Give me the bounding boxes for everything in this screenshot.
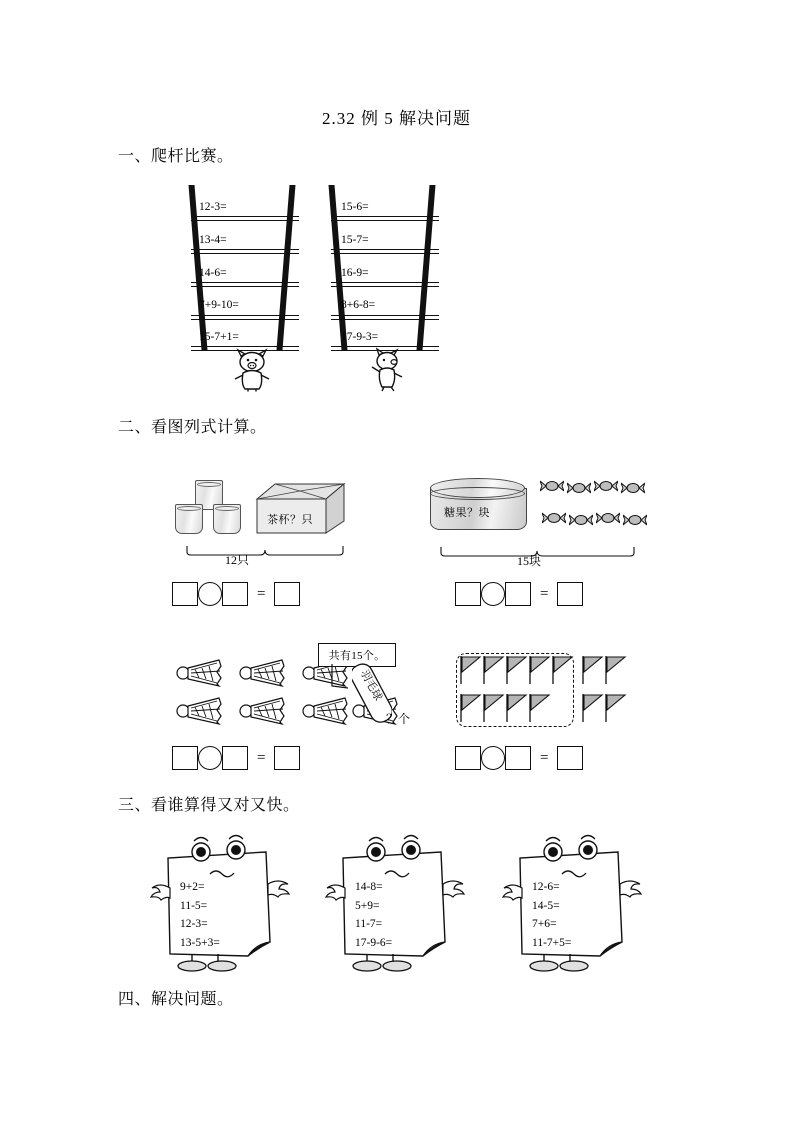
shuttlecock-question-label: ？个 (386, 712, 411, 726)
answer-row[interactable] (172, 746, 300, 770)
monster-equation: 14-8= (355, 881, 383, 893)
monster-equation: 12-3= (180, 918, 208, 930)
svg-text:羽毛球: 羽毛球 (357, 668, 384, 703)
ladder-equation: 8+6-8= (341, 299, 376, 311)
answer-box[interactable] (505, 582, 531, 606)
monster-equation: 7+6= (532, 918, 557, 930)
operator-circle[interactable] (481, 746, 505, 770)
ladder-rail-right (417, 185, 436, 350)
cup-icon (213, 504, 241, 534)
shuttlecock-icon (238, 658, 286, 688)
monster-equation-list (532, 878, 571, 952)
answer-row[interactable] (455, 746, 583, 770)
paper-monster-2 (323, 826, 473, 978)
monster-equation: 13-5+3= (180, 936, 220, 949)
ladder-rung (191, 315, 299, 320)
monster-equation: 11-7= (355, 918, 383, 930)
equals-sign: = (257, 749, 266, 766)
candy-group-figure (540, 478, 645, 536)
monster-equation: 17-9-6= (355, 936, 393, 949)
ladder-rung (191, 216, 299, 221)
monster-equation: 12-6= (532, 881, 560, 893)
answer-box[interactable] (455, 582, 481, 606)
ladder-equation: 13-4= (199, 234, 227, 246)
ladder-equation: 17-9-3= (341, 331, 379, 343)
equals-sign: = (540, 585, 549, 602)
ladder-equation: 12-3= (199, 201, 227, 213)
teacup-box-label: 茶杯？只 (267, 514, 313, 526)
jar-rim (430, 487, 525, 500)
shuttlecock-icon (238, 696, 286, 726)
monster-equation: 11-5= (180, 899, 208, 912)
answer-row[interactable] (455, 582, 583, 606)
ladder-equation: 16-9= (341, 267, 369, 279)
answer-box[interactable] (172, 582, 198, 606)
cup-icon (175, 504, 203, 534)
paper-monster-1 (148, 826, 298, 978)
ladder-equation: 15-7+1= (199, 331, 239, 343)
candy-icon (594, 478, 618, 494)
ladder-equation: 15-6= (341, 201, 369, 213)
ladder-equation: 7+9-10= (199, 299, 239, 311)
candy-total-label: 15块 (517, 554, 542, 568)
answer-box[interactable] (274, 746, 300, 770)
left-ladder (185, 185, 305, 350)
candy-icon (540, 478, 564, 494)
ladder-equation: 15-7= (341, 234, 369, 246)
equals-sign: = (257, 585, 266, 602)
pig-character-icon (229, 346, 275, 392)
speech-bubble: 共有15个。 (318, 643, 396, 667)
teacup-group-figure (175, 480, 245, 535)
ladder-equation: 14-6= (199, 267, 227, 279)
candy-jar-label: 糖果？块 (444, 507, 490, 519)
answer-box[interactable] (222, 746, 248, 770)
ladder-rail-right (277, 185, 296, 350)
monster-equation: 5+9= (355, 899, 380, 912)
cups-total-brace (186, 543, 344, 553)
candy-icon (621, 480, 645, 496)
section-heading-two: 二、看图列式计算。 (118, 419, 267, 436)
ladder-rung (191, 249, 299, 254)
teacup-box-figure (253, 481, 348, 536)
paper-monster-3 (500, 826, 650, 978)
monster-equation-list (355, 878, 392, 952)
cups-total-label: 12只 (225, 553, 250, 567)
answer-box[interactable] (172, 746, 198, 770)
shuttlecock-icon (301, 696, 349, 726)
ladder-rung (191, 282, 299, 287)
candy-icon (567, 480, 591, 496)
operator-circle[interactable] (198, 582, 222, 606)
answer-box[interactable] (557, 582, 583, 606)
candy-icon (623, 512, 647, 528)
monster-equation: 9+2= (180, 881, 205, 893)
right-ladder (325, 185, 445, 350)
ladder-rung (331, 249, 439, 254)
piglet-character-icon (363, 346, 409, 392)
monster-equation: 11-7+5= (532, 936, 572, 949)
operator-circle[interactable] (481, 582, 505, 606)
ladder-rung (331, 282, 439, 287)
ladder-rung (331, 216, 439, 221)
ladder-race-figure (170, 185, 450, 395)
candy-icon (596, 510, 620, 526)
answer-box[interactable] (505, 746, 531, 770)
ladder-rung (331, 315, 439, 320)
answer-box[interactable] (274, 582, 300, 606)
speech-bubble-tail (330, 664, 352, 690)
equals-sign: = (540, 749, 549, 766)
flags-group-figure (458, 655, 630, 727)
section-heading-one: 一、爬杆比赛。 (118, 148, 234, 165)
flag-icon (550, 655, 576, 685)
page-title: 2.32 例 5 解决问题 (322, 109, 471, 128)
answer-box[interactable] (557, 746, 583, 770)
flag-icon (603, 655, 629, 685)
monster-equation: 14-5= (532, 899, 560, 912)
monster-equation-list (180, 878, 220, 952)
candy-icon (569, 512, 593, 528)
candy-icon (542, 510, 566, 526)
answer-box[interactable] (455, 746, 481, 770)
operator-circle[interactable] (198, 746, 222, 770)
answer-box[interactable] (222, 582, 248, 606)
candy-jar-figure (430, 478, 525, 536)
shuttlecock-group-figure (175, 658, 355, 733)
section-heading-four: 四、解决问题。 (118, 991, 234, 1008)
shuttlecock-icon (175, 696, 223, 726)
flag-icon (527, 693, 553, 723)
answer-row[interactable] (172, 582, 300, 606)
section-heading-three: 三、看谁算得又对又快。 (118, 797, 300, 814)
flag-icon (603, 693, 629, 723)
shuttlecock-icon (175, 658, 223, 688)
